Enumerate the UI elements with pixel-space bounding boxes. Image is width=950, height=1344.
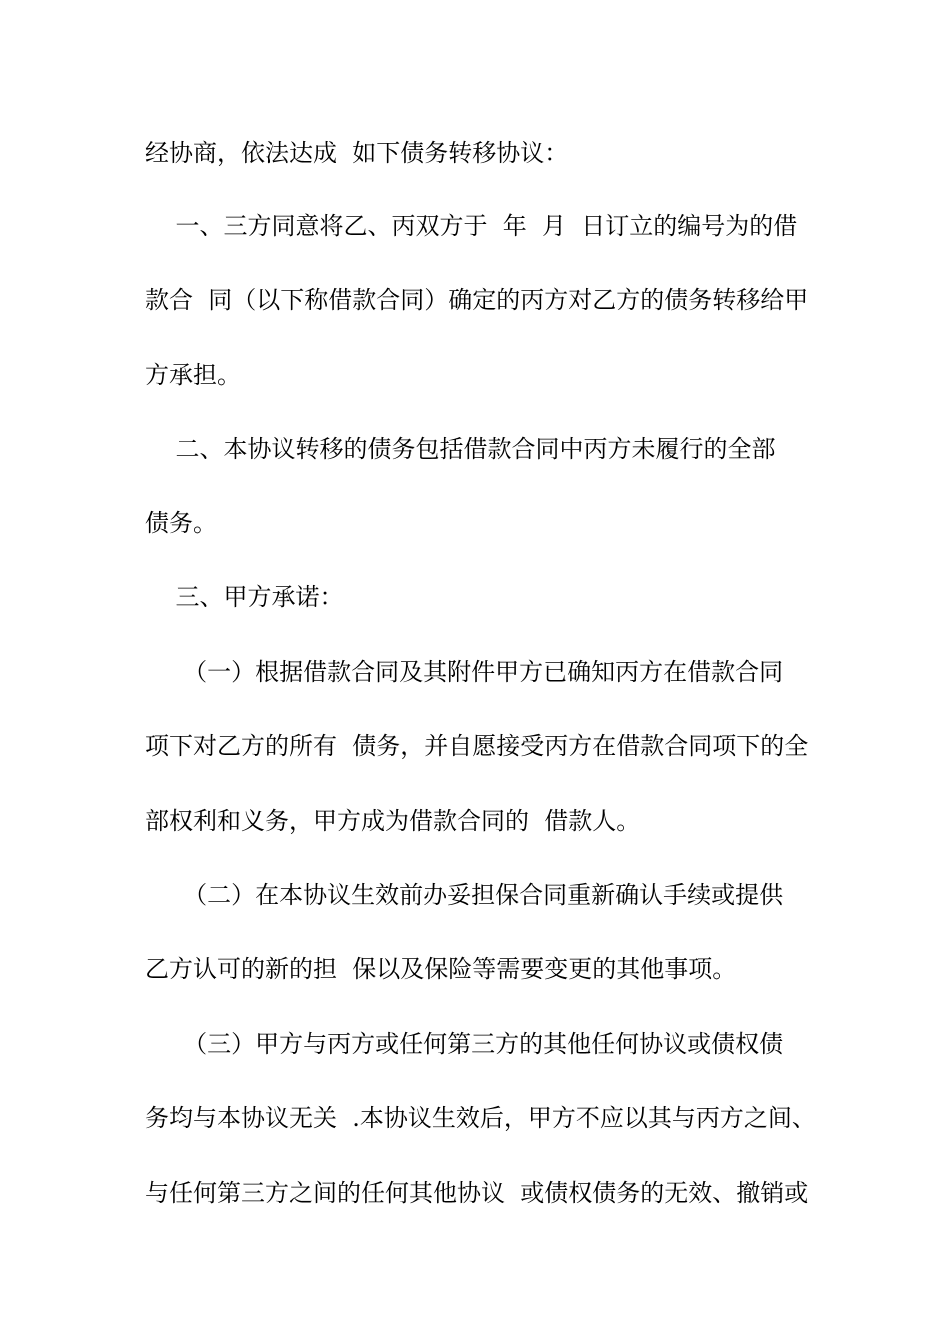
text-line: （二）在本协议生效前办妥担保合同重新确认手续或提供 xyxy=(145,881,784,909)
text-line: 项下对乙方的所有 债务，并自愿接受丙方在借款合同项下的全 xyxy=(145,732,809,760)
text-line: 一、三方同意将乙、丙双方于 年 月 日订立的编号为的借 xyxy=(145,212,798,240)
text-line: 债务。 xyxy=(145,509,217,537)
text-line: 经协商，依法达成 如下债务转移协议： xyxy=(145,139,569,167)
text-line: 与任何第三方之间的任何其他协议 或债权债务的无效、撤销或 xyxy=(145,1179,809,1207)
text-line: 款合 同（以下称借款合同）确定的丙方对乙方的债务转移给甲 xyxy=(145,286,809,314)
text-line: （一）根据借款合同及其附件甲方已确知丙方在借款合同 xyxy=(145,658,784,686)
text-line: 部权利和义务，甲方成为借款合同的 借款人。 xyxy=(145,807,641,835)
text-line: 务均与本协议无关 .本协议生效后，甲方不应以其与丙方之间、 xyxy=(145,1104,816,1132)
text-line: 方承担。 xyxy=(145,361,241,389)
text-line: （三）甲方与丙方或任何第三方的其他任何协议或债权债 xyxy=(145,1030,784,1058)
text-line: 三、甲方承诺： xyxy=(145,583,344,611)
text-line: 乙方认可的新的担 保以及保险等需要变更的其他事项。 xyxy=(145,955,737,983)
text-line: 二、本协议转移的债务包括借款合同中丙方未履行的全部 xyxy=(145,435,776,463)
